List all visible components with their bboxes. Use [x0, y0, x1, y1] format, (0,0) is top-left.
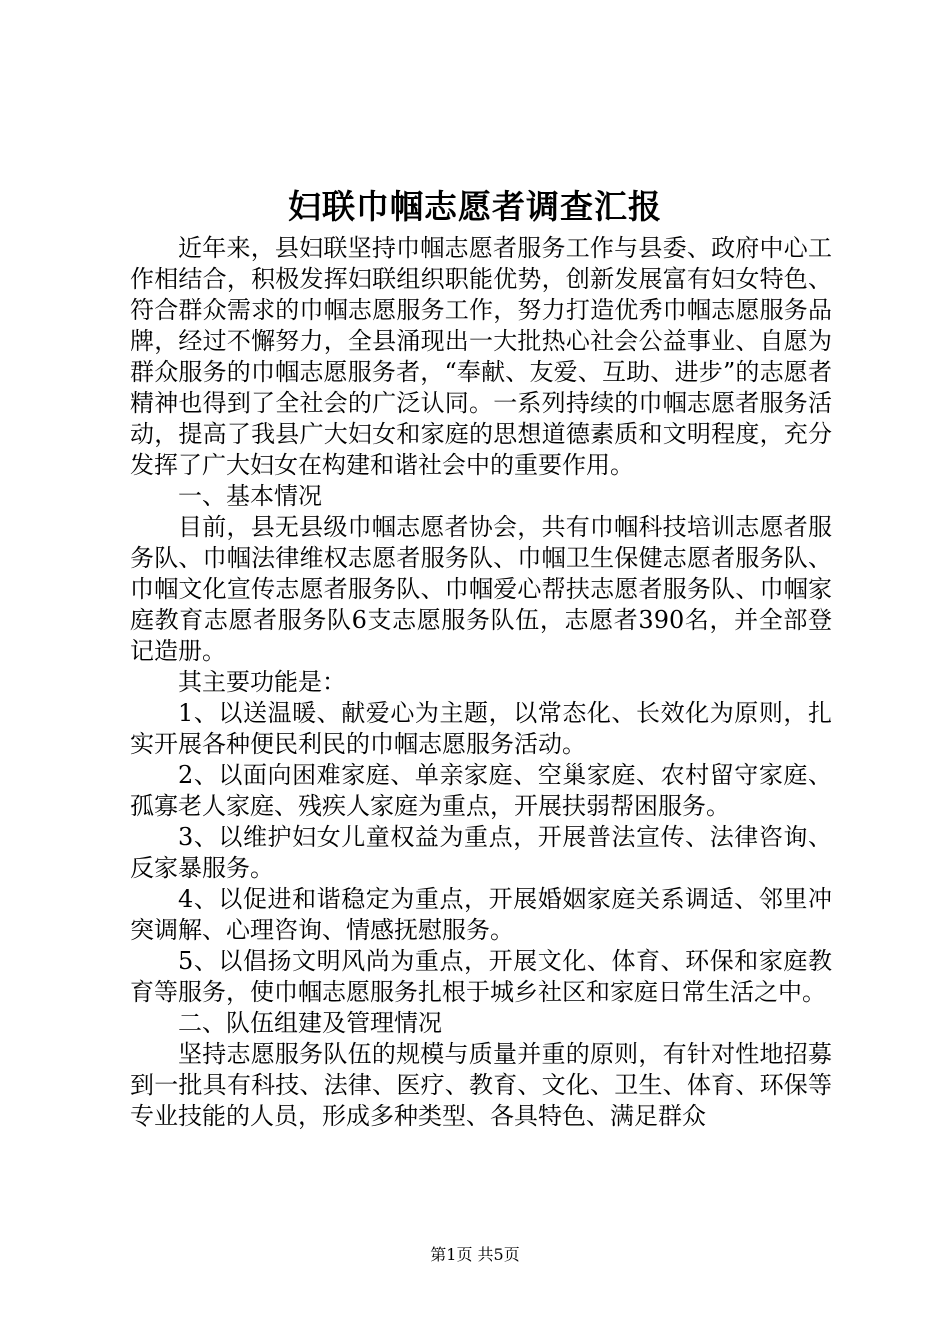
paragraph-intro: 近年来，县妇联坚持巾帼志愿者服务工作与县委、政府中心工作相结合，积极发挥妇联组织职能优势，创新发展富有妇女特色、符合群众需求的巾帼志愿服务工作，努力打造优秀巾帼志愿服务品牌，经过不懈努力，全县涌现出一大批热心社会公益事业、自愿为群众服务的巾帼志愿服务者，“奉献、友爱、互助、进步”的志愿者精神也得到了全社会的广泛认同。一系列持续的巾帼志愿者服务活动，提高了我县广大妇女和家庭的思想道德素质和文明程度，充分发挥了广大妇女在构建和谐社会中的重要作用。 [130, 234, 832, 479]
document-body [130, 233, 832, 1132]
document-title: 妇联巾帼志愿者调查汇报 [288, 187, 662, 226]
list-item-function-4: 4、以促进和谐稳定为重点，开展婚姻家庭关系调适、邻里冲突调解、心理咨询、情感抚慰服务。 [130, 885, 832, 944]
list-item-function-3: 3、以维护妇女儿童权益为重点，开展普法宣传、法律咨询、反家暴服务。 [130, 823, 832, 882]
paragraph-basic: 目前，县无县级巾帼志愿者协会，共有巾帼科技培训志愿者服务队、巾帼法律维权志愿者服务队、巾帼卫生保健志愿者服务队、巾帼文化宣传志愿者服务队、巾帼爱心帮扶志愿者服务队、巾帼家庭教育志愿者服务队6支志愿服务队伍，志愿者390名，并全部登记造册。 [130, 513, 832, 665]
paragraph-functions-lead: 其主要功能是： [178, 668, 346, 696]
section-heading-team: 二、队伍组建及管理情况 [178, 1009, 442, 1037]
page-footer: 第1页 共5页 [430, 1245, 520, 1264]
list-item-function-5: 5、以倡扬文明风尚为重点，开展文化、体育、环保和家庭教育等服务，使巾帼志愿服务扎根于城乡社区和家庭日常生活之中。 [130, 947, 832, 1006]
paragraph-team: 坚持志愿服务队伍的规模与质量并重的原则，有针对性地招募到一批具有科技、法律、医疗、教育、文化、卫生、体育、环保等专业技能的人员，形成多种类型、各具特色、满足群众 [130, 1040, 832, 1130]
list-item-function-2: 2、以面向困难家庭、单亲家庭、空巢家庭、农村留守家庭、孤寡老人家庭、残疾人家庭为重点，开展扶弱帮困服务。 [130, 761, 832, 820]
section-heading-basic: 一、基本情况 [178, 482, 322, 510]
list-item-function-1: 1、以送温暖、献爱心为主题，以常态化、长效化为原则，扎实开展各种便民利民的巾帼志愿服务活动。 [130, 699, 832, 758]
